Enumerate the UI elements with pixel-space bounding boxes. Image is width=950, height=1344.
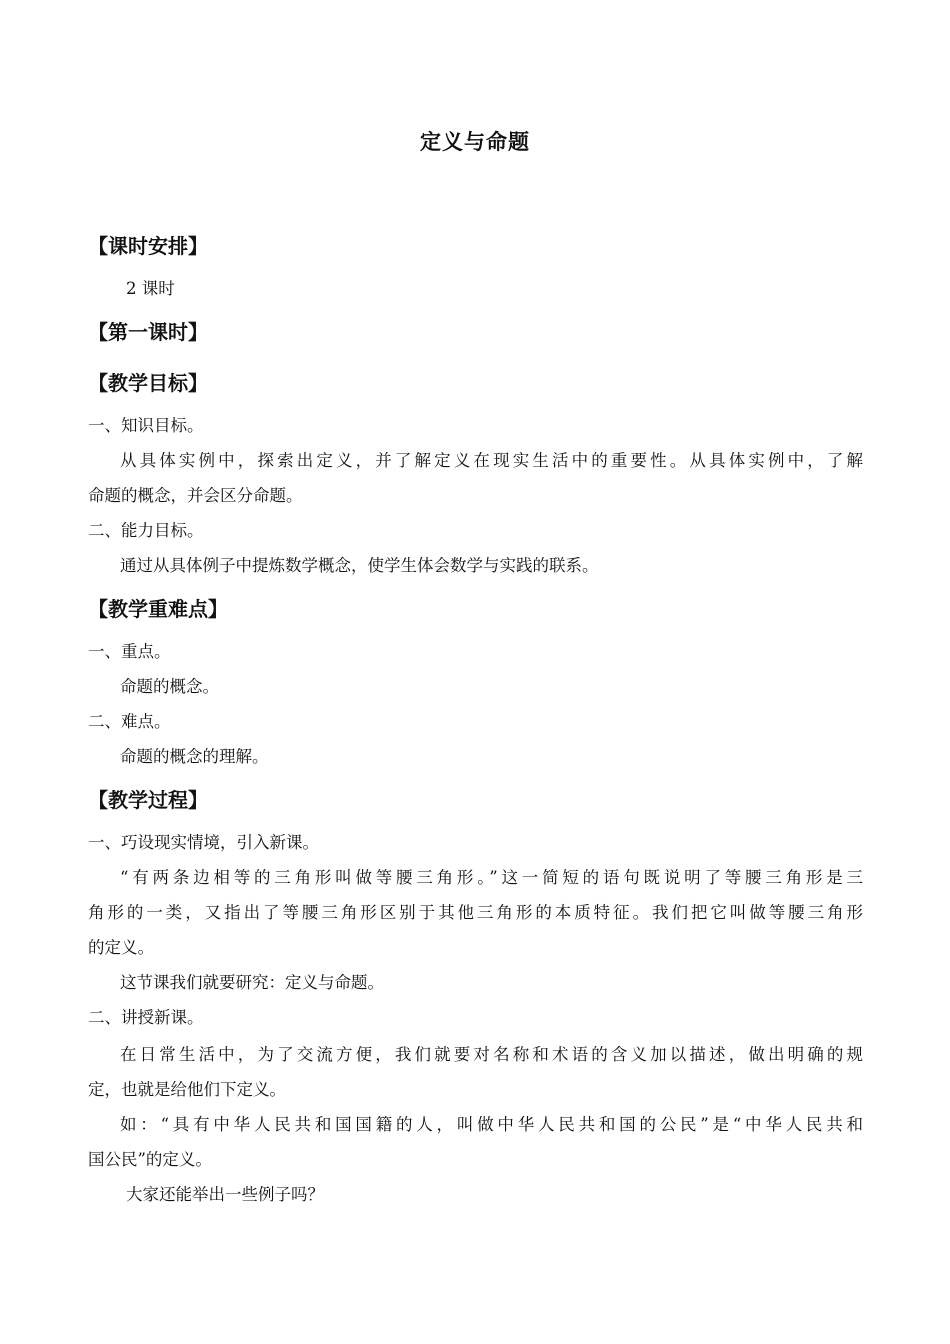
goal1-line2: 命题的概念，并会区分命题。 [88, 486, 303, 505]
document-title: 定义与命题 [420, 129, 530, 154]
process1-line2: 角形的一类，又指出了等腰三角形区别于其他三角形的本质特征。我们把它叫做等腰三角形 [88, 903, 863, 922]
heading-first-lesson: 【第一课时】 [88, 320, 208, 344]
goal2-heading: 二、能力目标。 [88, 521, 204, 540]
goal1-heading: 一、知识目标。 [88, 416, 204, 435]
heading-teaching-process: 【教学过程】 [88, 788, 208, 812]
process2-heading: 二、讲授新课。 [88, 1008, 204, 1027]
goal2-line1: 通过从具体例子中提炼数学概念，使学生体会数学与实践的联系。 [120, 556, 599, 575]
heading-teaching-goals: 【教学目标】 [88, 371, 208, 395]
keypoint1-text: 命题的概念。 [120, 677, 219, 696]
goal1-line1: 从具体实例中，探索出定义，并了解定义在现实生活中的重要性。从具体实例中，了解 [120, 451, 863, 470]
heading-key-points: 【教学重难点】 [88, 597, 228, 621]
process1-line4: 这节课我们就要研究：定义与命题。 [120, 973, 384, 992]
process1-heading: 一、巧设现实情境，引入新课。 [88, 833, 319, 852]
keypoint2-text: 命题的概念的理解。 [120, 747, 269, 766]
keypoint2-heading: 二、难点。 [88, 712, 171, 731]
process1-line1: “有两条边相等的三角形叫做等腰三角形。”这一简短的语句既说明了等腰三角形是三 [120, 868, 863, 887]
process2-line1: 在日常生活中，为了交流方便，我们就要对名称和术语的含义加以描述，做出明确的规 [120, 1045, 863, 1064]
process2-line3: 如：“具有中华人民共和国国籍的人，叫做中华人民共和国的公民”是“中华人民共和 [120, 1115, 863, 1134]
process2-line4: 国公民”的定义。 [88, 1150, 212, 1169]
keypoint1-heading: 一、重点。 [88, 642, 171, 661]
process1-line3: 的定义。 [88, 938, 154, 957]
process2-line5: 大家还能举出一些例子吗？ [126, 1185, 324, 1204]
schedule-value: 2 课时 [126, 279, 175, 298]
heading-schedule: 【课时安排】 [88, 234, 208, 258]
process2-line2: 定，也就是给他们下定义。 [88, 1080, 286, 1099]
